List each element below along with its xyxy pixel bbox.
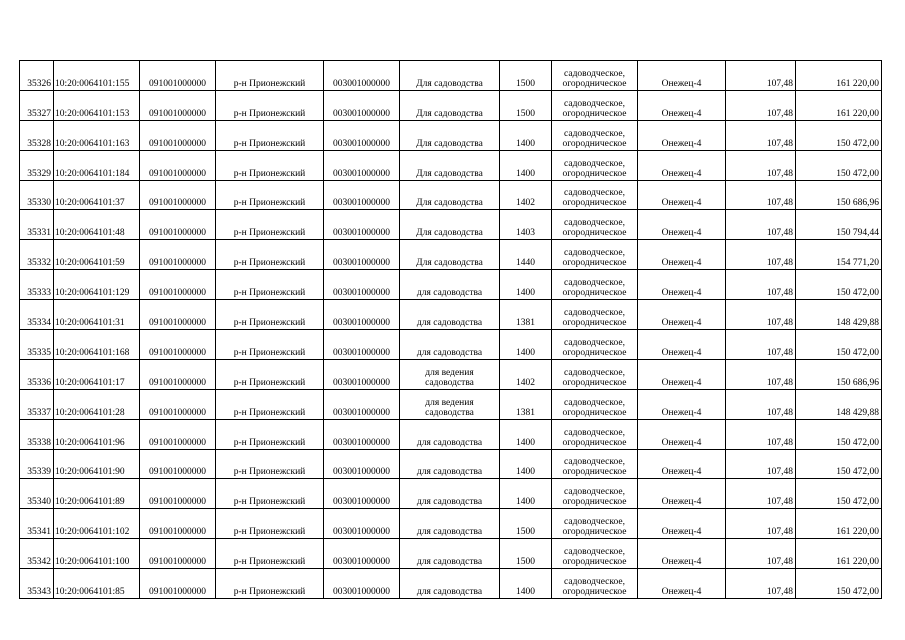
table-row <box>20 359 882 389</box>
permitted-use-line: для садоводства <box>416 557 483 568</box>
specific-value-cell: 107,48 <box>726 449 796 479</box>
district-cell: р-н Прионежский <box>216 150 324 180</box>
code-cell: 003001000000 <box>324 270 400 300</box>
row-number-cell: 35341 <box>20 509 54 539</box>
category-line: огородническое <box>562 347 627 358</box>
location-cell: Онежец-4 <box>638 359 726 389</box>
table-row <box>20 569 882 599</box>
category-cell <box>552 120 638 150</box>
category-line: огородническое <box>562 168 627 179</box>
specific-value-cell: 107,48 <box>726 569 796 599</box>
area-cell: 1400 <box>500 569 552 599</box>
district-cell: р-н Прионежский <box>216 479 324 509</box>
permitted-use-line: Для садоводства <box>416 108 483 119</box>
row-number-cell: 35331 <box>20 210 54 240</box>
specific-value-cell: 107,48 <box>726 539 796 569</box>
area-cell: 1440 <box>500 240 552 270</box>
cadastral-number-cell: 10:20:0064101:155 <box>54 61 140 91</box>
area-cell: 1500 <box>500 90 552 120</box>
cadastral-value-cell: 150 686,96 <box>796 180 882 210</box>
cadastral-number-cell: 10:20:0064101:129 <box>54 270 140 300</box>
location-cell: Онежец-4 <box>638 509 726 539</box>
category-line: садоводческое, <box>564 128 625 139</box>
district-cell: р-н Прионежский <box>216 270 324 300</box>
permitted-use-cell <box>400 270 500 300</box>
row-number-cell: 35339 <box>20 449 54 479</box>
category-line: огородническое <box>562 497 627 508</box>
cadastral-number-cell: 10:20:0064101:89 <box>54 479 140 509</box>
location-cell: Онежец-4 <box>638 270 726 300</box>
row-number-cell: 35334 <box>20 300 54 330</box>
location-cell: Онежец-4 <box>638 419 726 449</box>
permitted-use-line: для ведения <box>425 367 474 378</box>
row-number-cell: 35330 <box>20 180 54 210</box>
area-cell: 1402 <box>500 359 552 389</box>
cadastral-number-cell: 10:20:0064101:28 <box>54 389 140 419</box>
category-line: огородническое <box>562 557 627 568</box>
code-cell: 003001000000 <box>324 479 400 509</box>
category-line: садоводческое, <box>564 487 625 498</box>
row-number-cell: 35337 <box>20 389 54 419</box>
category-cell <box>552 479 638 509</box>
cadastral-value-cell: 161 220,00 <box>796 90 882 120</box>
code-cell: 003001000000 <box>324 569 400 599</box>
specific-value-cell: 107,48 <box>726 389 796 419</box>
table-row <box>20 120 882 150</box>
cadastral-value-cell: 150 472,00 <box>796 569 882 599</box>
permitted-use-cell <box>400 90 500 120</box>
category-line: огородническое <box>562 377 627 388</box>
category-line: огородническое <box>562 108 627 119</box>
district-cell: р-н Прионежский <box>216 509 324 539</box>
permitted-use-cell <box>400 240 500 270</box>
permitted-use-line: Для садоводства <box>416 228 483 239</box>
category-cell <box>552 300 638 330</box>
cadastral-number-cell: 10:20:0064101:37 <box>54 180 140 210</box>
cadastral-number-cell: 10:20:0064101:96 <box>54 419 140 449</box>
table-row <box>20 210 882 240</box>
category-cell <box>552 569 638 599</box>
category-line: огородническое <box>562 407 627 418</box>
location-cell: Онежец-4 <box>638 180 726 210</box>
permitted-use-cell <box>400 210 500 240</box>
table-row <box>20 419 882 449</box>
category-line: садоводческое, <box>564 308 625 319</box>
category-line: огородническое <box>562 437 627 448</box>
row-number-cell: 35326 <box>20 61 54 91</box>
row-number-cell: 35340 <box>20 479 54 509</box>
code-cell: 003001000000 <box>324 449 400 479</box>
specific-value-cell: 107,48 <box>726 61 796 91</box>
category-cell <box>552 539 638 569</box>
row-number-cell: 35333 <box>20 270 54 300</box>
category-line: садоводческое, <box>564 248 625 259</box>
permitted-use-cell <box>400 479 500 509</box>
district-cell: р-н Прионежский <box>216 449 324 479</box>
category-cell <box>552 210 638 240</box>
cadastral-number-cell: 10:20:0064101:31 <box>54 300 140 330</box>
category-cell <box>552 90 638 120</box>
permitted-use-line: для садоводства <box>416 497 483 508</box>
okato-code-cell: 091001000000 <box>140 359 216 389</box>
category-cell <box>552 359 638 389</box>
location-cell: Онежец-4 <box>638 569 726 599</box>
specific-value-cell: 107,48 <box>726 330 796 360</box>
specific-value-cell: 107,48 <box>726 210 796 240</box>
okato-code-cell: 091001000000 <box>140 270 216 300</box>
location-cell: Онежец-4 <box>638 449 726 479</box>
cadastral-number-cell: 10:20:0064101:90 <box>54 449 140 479</box>
area-cell: 1403 <box>500 210 552 240</box>
okato-code-cell: 091001000000 <box>140 330 216 360</box>
permitted-use-cell <box>400 61 500 91</box>
okato-code-cell: 091001000000 <box>140 569 216 599</box>
specific-value-cell: 107,48 <box>726 150 796 180</box>
district-cell: р-н Прионежский <box>216 180 324 210</box>
code-cell: 003001000000 <box>324 90 400 120</box>
district-cell: р-н Прионежский <box>216 120 324 150</box>
location-cell: Онежец-4 <box>638 300 726 330</box>
permitted-use-line: Для садоводства <box>416 78 483 89</box>
permitted-use-line: садоводства <box>425 407 474 418</box>
area-cell: 1400 <box>500 419 552 449</box>
category-line: огородническое <box>562 318 627 329</box>
category-cell <box>552 330 638 360</box>
permitted-use-line: для садоводства <box>416 587 483 598</box>
location-cell: Онежец-4 <box>638 479 726 509</box>
table-row <box>20 479 882 509</box>
cadastral-value-cell: 150 472,00 <box>796 330 882 360</box>
district-cell: р-н Прионежский <box>216 90 324 120</box>
specific-value-cell: 107,48 <box>726 300 796 330</box>
permitted-use-cell <box>400 389 500 419</box>
okato-code-cell: 091001000000 <box>140 300 216 330</box>
row-number-cell: 35329 <box>20 150 54 180</box>
permitted-use-cell <box>400 449 500 479</box>
code-cell: 003001000000 <box>324 180 400 210</box>
cadastral-number-cell: 10:20:0064101:85 <box>54 569 140 599</box>
district-cell: р-н Прионежский <box>216 539 324 569</box>
category-cell <box>552 389 638 419</box>
cadastral-number-cell: 10:20:0064101:100 <box>54 539 140 569</box>
cadastral-value-cell: 150 472,00 <box>796 449 882 479</box>
district-cell: р-н Прионежский <box>216 389 324 419</box>
permitted-use-line: садоводства <box>425 377 474 388</box>
permitted-use-line: для ведения <box>425 397 474 408</box>
district-cell: р-н Прионежский <box>216 359 324 389</box>
permitted-use-cell <box>400 300 500 330</box>
row-number-cell: 35343 <box>20 569 54 599</box>
category-line: огородническое <box>562 587 627 598</box>
cadastral-value-cell: 161 220,00 <box>796 61 882 91</box>
row-number-cell: 35338 <box>20 419 54 449</box>
cadastral-number-cell: 10:20:0064101:59 <box>54 240 140 270</box>
table-row <box>20 539 882 569</box>
category-line: садоводческое, <box>564 188 625 199</box>
cadastral-value-cell: 148 429,88 <box>796 389 882 419</box>
location-cell: Онежец-4 <box>638 150 726 180</box>
specific-value-cell: 107,48 <box>726 479 796 509</box>
row-number-cell: 35332 <box>20 240 54 270</box>
code-cell: 003001000000 <box>324 210 400 240</box>
permitted-use-line: для садоводства <box>416 467 483 478</box>
area-cell: 1500 <box>500 539 552 569</box>
location-cell: Онежец-4 <box>638 210 726 240</box>
category-cell <box>552 509 638 539</box>
area-cell: 1400 <box>500 449 552 479</box>
code-cell: 003001000000 <box>324 240 400 270</box>
category-cell <box>552 449 638 479</box>
specific-value-cell: 107,48 <box>726 359 796 389</box>
area-cell: 1381 <box>500 300 552 330</box>
okato-code-cell: 091001000000 <box>140 389 216 419</box>
okato-code-cell: 091001000000 <box>140 479 216 509</box>
okato-code-cell: 091001000000 <box>140 509 216 539</box>
cadastral-value-cell: 150 794,44 <box>796 210 882 240</box>
permitted-use-line: для садоводства <box>416 347 483 358</box>
category-line: садоводческое, <box>564 68 625 79</box>
code-cell: 003001000000 <box>324 300 400 330</box>
cadastral-number-cell: 10:20:0064101:102 <box>54 509 140 539</box>
location-cell: Онежец-4 <box>638 120 726 150</box>
permitted-use-cell <box>400 150 500 180</box>
permitted-use-line: для садоводства <box>416 318 483 329</box>
category-cell <box>552 270 638 300</box>
cadastral-value-cell: 148 429,88 <box>796 300 882 330</box>
table-row <box>20 240 882 270</box>
district-cell: р-н Прионежский <box>216 240 324 270</box>
cadastral-number-cell: 10:20:0064101:168 <box>54 330 140 360</box>
area-cell: 1381 <box>500 389 552 419</box>
code-cell: 003001000000 <box>324 389 400 419</box>
category-line: садоводческое, <box>564 158 625 169</box>
permitted-use-line: Для садоводства <box>416 168 483 179</box>
table-body <box>20 61 882 599</box>
okato-code-cell: 091001000000 <box>140 180 216 210</box>
specific-value-cell: 107,48 <box>726 120 796 150</box>
cadastral-value-cell: 150 686,96 <box>796 359 882 389</box>
permitted-use-line: для садоводства <box>416 437 483 448</box>
category-line: садоводческое, <box>564 517 625 528</box>
permitted-use-cell <box>400 569 500 599</box>
code-cell: 003001000000 <box>324 61 400 91</box>
land-plots-table <box>19 60 882 599</box>
area-cell: 1400 <box>500 479 552 509</box>
category-line: садоводческое, <box>564 98 625 109</box>
location-cell: Онежец-4 <box>638 330 726 360</box>
category-line: садоводческое, <box>564 367 625 378</box>
category-cell <box>552 180 638 210</box>
category-line: огородническое <box>562 78 627 89</box>
okato-code-cell: 091001000000 <box>140 240 216 270</box>
specific-value-cell: 107,48 <box>726 509 796 539</box>
category-cell <box>552 419 638 449</box>
specific-value-cell: 107,48 <box>726 270 796 300</box>
category-cell <box>552 240 638 270</box>
table-row <box>20 330 882 360</box>
code-cell: 003001000000 <box>324 359 400 389</box>
table-row <box>20 61 882 91</box>
category-line: садоводческое, <box>564 397 625 408</box>
cadastral-number-cell: 10:20:0064101:184 <box>54 150 140 180</box>
district-cell: р-н Прионежский <box>216 569 324 599</box>
category-line: огородническое <box>562 198 627 209</box>
cadastral-value-cell: 150 472,00 <box>796 120 882 150</box>
row-number-cell: 35342 <box>20 539 54 569</box>
category-line: огородническое <box>562 288 627 299</box>
specific-value-cell: 107,48 <box>726 240 796 270</box>
cadastral-value-cell: 150 472,00 <box>796 479 882 509</box>
area-cell: 1400 <box>500 150 552 180</box>
okato-code-cell: 091001000000 <box>140 419 216 449</box>
area-cell: 1500 <box>500 509 552 539</box>
area-cell: 1500 <box>500 61 552 91</box>
code-cell: 003001000000 <box>324 330 400 360</box>
okato-code-cell: 091001000000 <box>140 210 216 240</box>
permitted-use-cell <box>400 509 500 539</box>
category-cell <box>552 61 638 91</box>
cadastral-number-cell: 10:20:0064101:163 <box>54 120 140 150</box>
cadastral-value-cell: 150 472,00 <box>796 419 882 449</box>
specific-value-cell: 107,48 <box>726 90 796 120</box>
row-number-cell: 35328 <box>20 120 54 150</box>
category-line: огородническое <box>562 467 627 478</box>
cadastral-value-cell: 161 220,00 <box>796 509 882 539</box>
district-cell: р-н Прионежский <box>216 300 324 330</box>
okato-code-cell: 091001000000 <box>140 539 216 569</box>
cadastral-value-cell: 154 771,20 <box>796 240 882 270</box>
code-cell: 003001000000 <box>324 539 400 569</box>
code-cell: 003001000000 <box>324 509 400 539</box>
permitted-use-line: Для садоводства <box>416 198 483 209</box>
table-row <box>20 449 882 479</box>
location-cell: Онежец-4 <box>638 90 726 120</box>
table-row <box>20 509 882 539</box>
area-cell: 1400 <box>500 270 552 300</box>
cadastral-number-cell: 10:20:0064101:48 <box>54 210 140 240</box>
specific-value-cell: 107,48 <box>726 180 796 210</box>
document-page <box>19 60 882 599</box>
category-line: огородническое <box>562 527 627 538</box>
permitted-use-line: Для садоводства <box>416 258 483 269</box>
row-number-cell: 35336 <box>20 359 54 389</box>
category-line: садоводческое, <box>564 218 625 229</box>
category-line: садоводческое, <box>564 278 625 289</box>
category-line: садоводческое, <box>564 427 625 438</box>
row-number-cell: 35327 <box>20 90 54 120</box>
category-line: садоводческое, <box>564 457 625 468</box>
cadastral-value-cell: 150 472,00 <box>796 270 882 300</box>
location-cell: Онежец-4 <box>638 539 726 569</box>
category-line: огородническое <box>562 138 627 149</box>
category-line: садоводческое, <box>564 547 625 558</box>
district-cell: р-н Прионежский <box>216 419 324 449</box>
district-cell: р-н Прионежский <box>216 330 324 360</box>
category-line: огородническое <box>562 228 627 239</box>
permitted-use-cell <box>400 419 500 449</box>
permitted-use-cell <box>400 180 500 210</box>
table-row <box>20 150 882 180</box>
permitted-use-line: для садоводства <box>416 527 483 538</box>
permitted-use-cell <box>400 120 500 150</box>
district-cell: р-н Прионежский <box>216 210 324 240</box>
specific-value-cell: 107,48 <box>726 419 796 449</box>
table-row <box>20 270 882 300</box>
permitted-use-line: для садоводства <box>416 288 483 299</box>
code-cell: 003001000000 <box>324 419 400 449</box>
category-line: садоводческое, <box>564 577 625 588</box>
cadastral-number-cell: 10:20:0064101:17 <box>54 359 140 389</box>
category-cell <box>552 150 638 180</box>
location-cell: Онежец-4 <box>638 240 726 270</box>
area-cell: 1400 <box>500 120 552 150</box>
cadastral-value-cell: 161 220,00 <box>796 539 882 569</box>
okato-code-cell: 091001000000 <box>140 61 216 91</box>
code-cell: 003001000000 <box>324 120 400 150</box>
table-row <box>20 90 882 120</box>
permitted-use-line: Для садоводства <box>416 138 483 149</box>
table-row <box>20 180 882 210</box>
location-cell: Онежец-4 <box>638 61 726 91</box>
permitted-use-cell <box>400 330 500 360</box>
cadastral-number-cell: 10:20:0064101:153 <box>54 90 140 120</box>
location-cell: Онежец-4 <box>638 389 726 419</box>
area-cell: 1402 <box>500 180 552 210</box>
category-line: садоводческое, <box>564 337 625 348</box>
area-cell: 1400 <box>500 330 552 360</box>
table-row <box>20 300 882 330</box>
okato-code-cell: 091001000000 <box>140 150 216 180</box>
cadastral-value-cell: 150 472,00 <box>796 150 882 180</box>
okato-code-cell: 091001000000 <box>140 120 216 150</box>
district-cell: р-н Прионежский <box>216 61 324 91</box>
row-number-cell: 35335 <box>20 330 54 360</box>
okato-code-cell: 091001000000 <box>140 449 216 479</box>
permitted-use-cell <box>400 539 500 569</box>
table-row <box>20 389 882 419</box>
permitted-use-cell <box>400 359 500 389</box>
code-cell: 003001000000 <box>324 150 400 180</box>
category-line: огородническое <box>562 258 627 269</box>
okato-code-cell: 091001000000 <box>140 90 216 120</box>
